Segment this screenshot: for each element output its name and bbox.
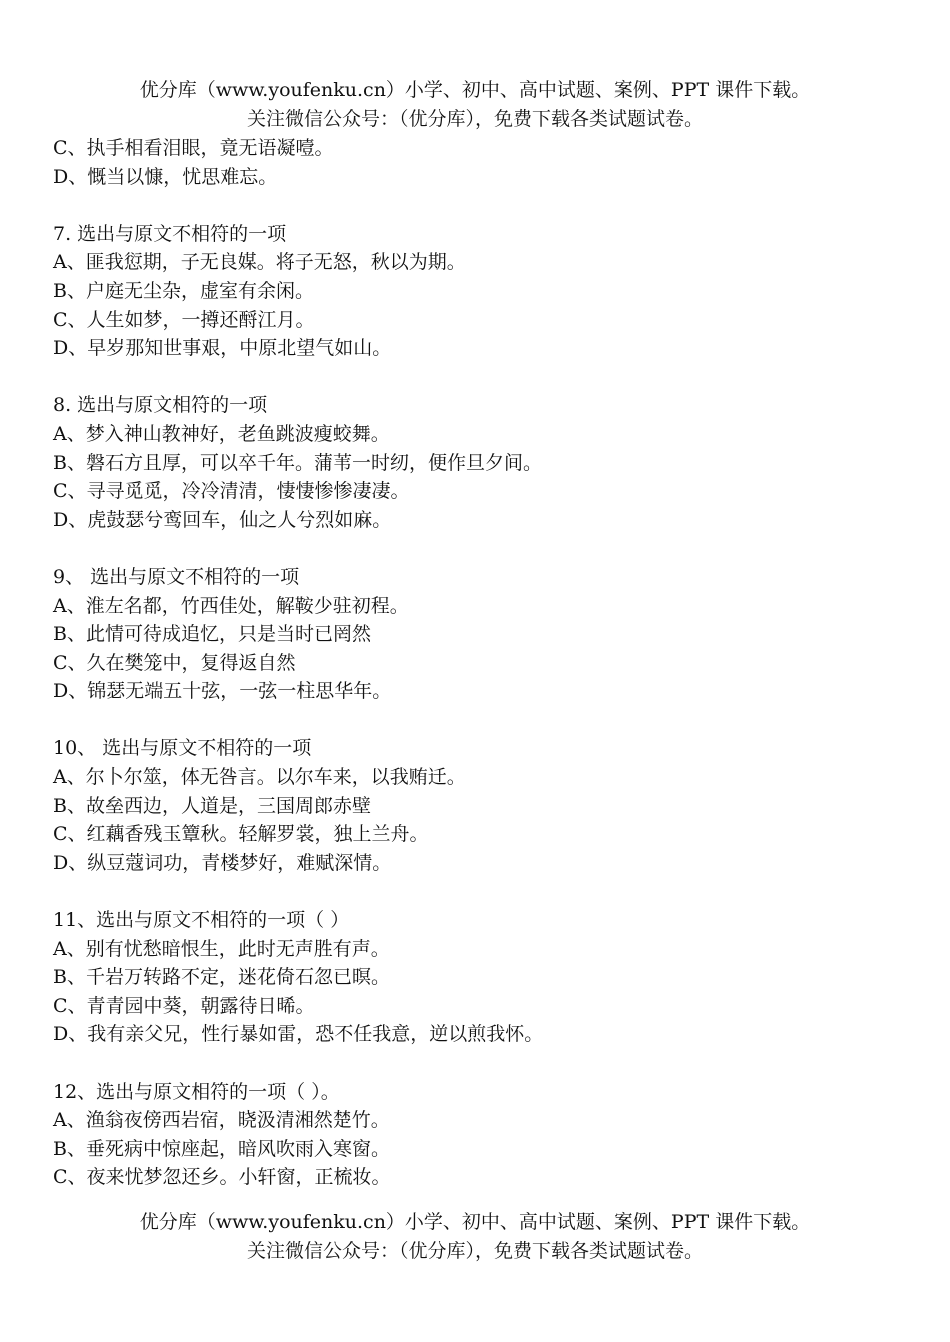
option-a: A、别有忧愁暗恨生，此时无声胜有声。 (53, 937, 390, 960)
option-c: C、人生如梦，一撙还酹江月。 (53, 308, 315, 331)
spacer (53, 534, 913, 563)
question-9 (53, 563, 913, 706)
option-d: D、纵豆蔻词功，青楼梦好，难赋深情。 (53, 851, 392, 874)
spacer (53, 191, 913, 220)
footer-line-1: 优分库（www.youfenku.cn）小学、初中、高中试题、案例、PPT 课件下载。 (139, 1211, 811, 1233)
option-d: D、虎鼓瑟兮鸾回车，仙之人兮烈如麻。 (53, 508, 392, 531)
option-d: D、我有亲父兄，性行暴如雷，恐不任我意，逆以煎我怀。 (53, 1023, 544, 1046)
question-10 (53, 734, 913, 877)
option-c: C、寻寻觅觅，冷冷清清，悽悽惨惨凄凄。 (53, 480, 410, 503)
question-prompt: 11、选出与原文不相符的一项（ ） (53, 909, 350, 932)
question-7 (53, 220, 913, 363)
option-b: B、磐石方且厚，可以卒千年。蒲苇一时纫，便作旦夕间。 (53, 451, 542, 474)
option-a: A、渔翁夜傍西岩宿，晓汲清湘然楚竹。 (53, 1109, 390, 1132)
footer-line-2: 关注微信公众号：（优分库），免费下载各类试题试卷。 (246, 1239, 703, 1262)
option-c: C、红藕香残玉簟秋。轻解罗裳，独上兰舟。 (53, 823, 429, 846)
option-b: B、故垒西边，人道是，三国周郎赤壁 (53, 794, 371, 817)
option-b: B、户庭无尘杂，虚室有余闲。 (53, 279, 314, 302)
header-line-2: 关注微信公众号：（优分库），免费下载各类试题试卷。 (246, 107, 703, 130)
option-d: D、锦瑟无端五十弦，一弦一柱思华年。 (53, 680, 392, 703)
option-c: C、久在樊笼中，复得返自然 (53, 651, 296, 674)
question-prompt: 12、选出与原文相符的一项（ ）。 (53, 1080, 340, 1103)
option-c: C、夜来忧梦忽还乡。小轩窗，正梳妆。 (53, 1166, 391, 1189)
question-prompt: 7. 选出与原文不相符的一项 (53, 222, 287, 245)
option-d: D、慨当以慷，忧思难忘。 (53, 165, 278, 188)
option-d: D、早岁那知世事艰，中原北望气如山。 (53, 337, 392, 360)
option-b: B、垂死病中惊座起，暗风吹雨入寒窗。 (53, 1137, 390, 1160)
question-12 (53, 1078, 913, 1192)
option-a: A、淮左名都，竹西佳处，解鞍少驻初程。 (53, 594, 409, 617)
page-footer (0, 1208, 950, 1265)
question-8 (53, 391, 913, 534)
page-header (0, 76, 950, 133)
question-prompt: 8. 选出与原文相符的一项 (53, 394, 268, 417)
question-prompt: 9、 选出与原文不相符的一项 (53, 565, 300, 588)
option-b: B、此情可待成追忆，只是当时已罔然 (53, 623, 371, 646)
spacer (53, 363, 913, 392)
spacer (53, 1049, 913, 1078)
spacer (53, 706, 913, 735)
option-a: A、梦入神山教神好，老鱼跳波瘦蛟舞。 (53, 422, 390, 445)
option-a: A、尔卜尔筮，体无咎言。以尔车来，以我贿迁。 (53, 766, 466, 789)
header-line-1: 优分库（www.youfenku.cn）小学、初中、高中试题、案例、PPT 课件下载。 (139, 79, 811, 101)
option-a: A、匪我愆期，子无良媒。将子无怒，秋以为期。 (53, 251, 466, 274)
document-body (53, 134, 913, 1192)
question-prompt: 10、 选出与原文不相符的一项 (53, 737, 312, 760)
option-c: C、青青园中葵，朝露待日晞。 (53, 994, 315, 1017)
option-b: B、千岩万转路不定，迷花倚石忽已暝。 (53, 966, 390, 989)
question-11 (53, 906, 913, 1049)
option-c: C、执手相看泪眼，竟无语凝噎。 (53, 137, 334, 159)
spacer (53, 877, 913, 906)
